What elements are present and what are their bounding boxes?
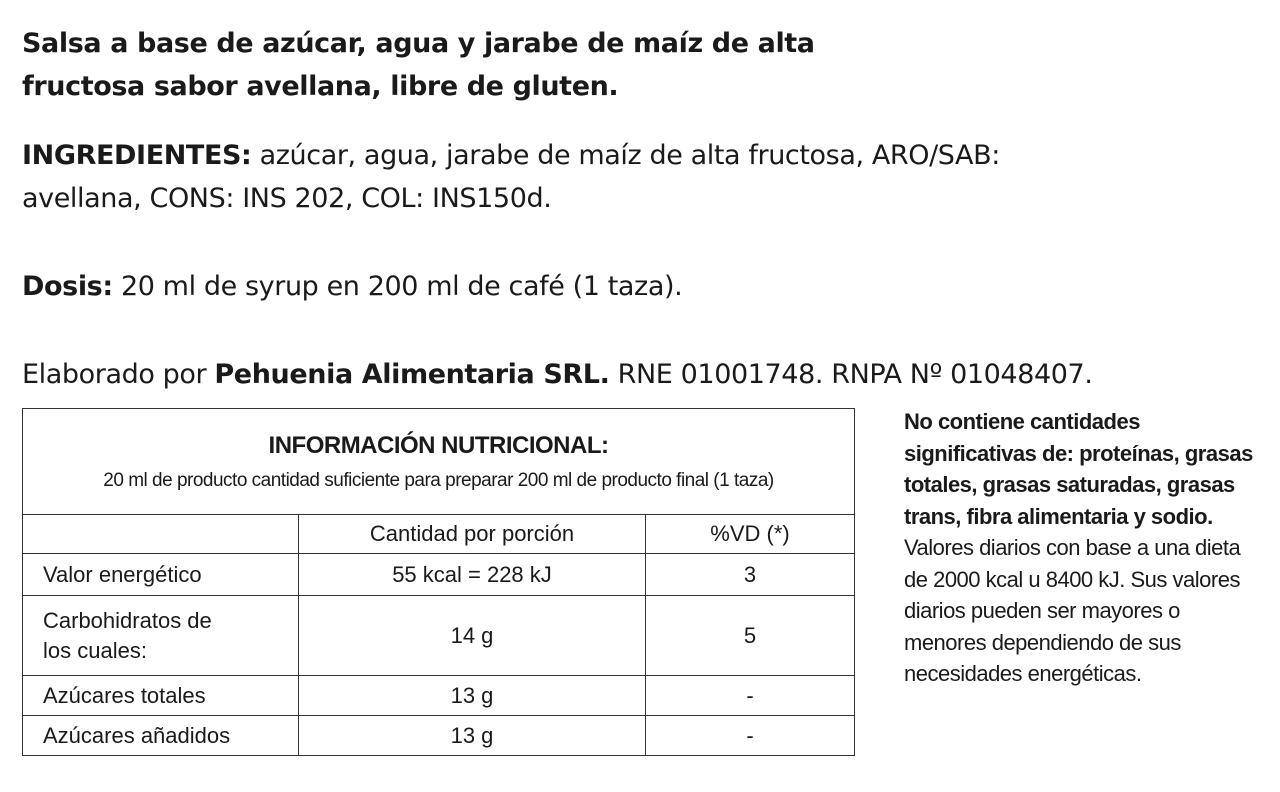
table-row [23, 676, 855, 716]
description-line-2: fructosa sabor avellana, libre de gluten. [22, 71, 619, 102]
manufacturer-prefix: Elaborado por [22, 359, 215, 390]
ingredients-text-2: avellana, CONS: INS 202, COL: INS150d. [22, 183, 552, 214]
row-label: Valor energético [23, 554, 299, 596]
nutrition-subtitle: 20 ml de producto cantidad suficiente para preparar 200 ml de producto final (1 taza) [103, 469, 774, 491]
table-row [23, 596, 855, 676]
nutrition-side-note [904, 406, 1264, 690]
row-label-line-1: Carbohidratos de [43, 607, 212, 633]
row-amount: 13 g [299, 716, 646, 756]
nutrition-header [23, 409, 855, 515]
table-row [23, 716, 855, 756]
row-vd: - [646, 676, 855, 716]
row-vd: 3 [646, 554, 855, 596]
row-amount: 13 g [299, 676, 646, 716]
product-description [22, 22, 815, 108]
side-note-normal: Valores diarios con base a una dieta de 2000 kcal u 8400 kJ. Sus valores diarios pueden ser mayores o menores dependiendo de sus necesidades energéticas. [904, 535, 1241, 686]
ingredients-paragraph [22, 134, 1000, 220]
nutrition-title: INFORMACIÓN NUTRICIONAL: [268, 431, 609, 459]
ingredients-label: INGREDIENTES: [22, 140, 252, 171]
row-vd: - [646, 716, 855, 756]
table-row [23, 554, 855, 596]
empty-header-cell [23, 515, 299, 554]
nutrition-table [22, 408, 855, 756]
row-vd: 5 [646, 596, 855, 676]
row-label [23, 596, 299, 676]
row-amount: 14 g [299, 596, 646, 676]
column-header-amount: Cantidad por porción [299, 515, 646, 554]
description-line-1: Salsa a base de azúcar, agua y jarabe de maíz de alta [22, 28, 815, 59]
ingredients-text-1: azúcar, agua, jarabe de maíz de alta fructosa, ARO/SAB: [251, 140, 1000, 171]
manufacturer-company: Pehuenia Alimentaria SRL. [214, 359, 610, 390]
manufacturer-registry: RNE 01001748. RNPA Nº 01048407. [609, 359, 1093, 390]
row-label-line-2: los cuales: [43, 637, 147, 663]
dosis-label: Dosis: [22, 271, 113, 302]
dosis-paragraph [22, 265, 682, 308]
side-note-bold: No contiene cantidades significativas de: proteínas, grasas totales, grasas saturadas, grasas trans, fibra alimentaria y sodio. [904, 409, 1253, 529]
row-amount: 55 kcal = 228 kJ [299, 554, 646, 596]
dosis-text: 20 ml de syrup en 200 ml de café (1 taza). [112, 271, 683, 302]
row-label: Azúcares totales [23, 676, 299, 716]
column-header-vd: %VD (*) [646, 515, 855, 554]
row-label: Azúcares añadidos [23, 716, 299, 756]
manufacturer-paragraph [22, 353, 1093, 396]
